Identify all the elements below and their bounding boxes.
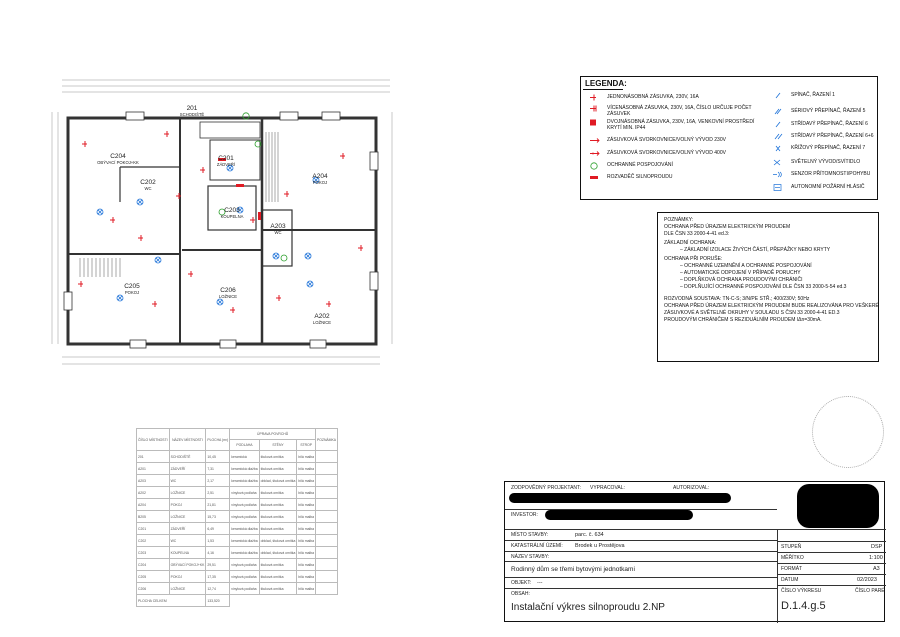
notes-line: – ZÁKLADNÍ IZOLACE ŽIVÝCH ČÁSTÍ, PŘEPÁŽKY NEBO KRYTY xyxy=(680,247,831,253)
notes-line: – DOPLŇKOVÁ OCHRANA PROUDOVÝMI CHRÁNIČI xyxy=(680,277,803,283)
table-cell: OBÝVACÍ POKOJ+KK xyxy=(169,559,206,571)
legend-item: ZÁSUVKOVÁ SVORKOVNICE/VOLNÝ VÝVOD 400V xyxy=(587,150,757,157)
room-code: C202 xyxy=(140,179,156,186)
room-name: LOŽNICE xyxy=(312,320,332,325)
legend-item: SENZOR PŘÍTOMNOSTI/POHYBU xyxy=(771,171,875,178)
room-code: C203 xyxy=(224,207,240,214)
notes-line: ZÁKLADNÍ OCHRANA: xyxy=(664,240,717,246)
table-row xyxy=(137,583,338,595)
content-value: Instalační výkres silnoproudu 2.NP xyxy=(511,602,665,613)
notes-line: – OCHRANNÉ UZEMNĚNÍ A OCHRANNÉ POSPOJOVÁNÍ xyxy=(680,263,812,269)
redacted-logo xyxy=(797,484,879,528)
table-cell: vinylová podlaha xyxy=(230,571,259,583)
table-cell: ZÁDVEŘÍ xyxy=(169,463,206,475)
table-row xyxy=(137,511,338,523)
switch-7-icon xyxy=(771,145,791,152)
table-cell: vinylová podlaha xyxy=(230,499,259,511)
table-row xyxy=(137,535,338,547)
table-cell xyxy=(316,451,338,463)
room-code: C204 xyxy=(110,153,126,160)
table-cell: C206 xyxy=(137,583,170,595)
table-row xyxy=(137,487,338,499)
room-name: POKOJ xyxy=(124,290,140,295)
table-cell: C203 xyxy=(137,547,170,559)
table-row xyxy=(137,475,338,487)
stage-label: STUPEŇ xyxy=(781,544,802,550)
table-cell: 201 xyxy=(137,451,170,463)
legend-item: AUTONOMNÍ POŽÁRNÍ HLÁSIČ xyxy=(771,184,875,191)
switch-5-icon xyxy=(771,108,791,115)
col-header: NÁZEV MÍSTNOSTI xyxy=(169,429,206,451)
table-cell xyxy=(316,571,338,583)
notes-line: OCHRANA PŘI PORUŠE: xyxy=(664,256,723,262)
redacted-investor xyxy=(545,510,693,520)
room-name: SCHODIŠTĚ xyxy=(179,112,205,117)
room-code: A202 xyxy=(314,313,330,320)
table-cell: vinylová podlaha xyxy=(230,511,259,523)
notes-line: – AUTOMATICKÉ ODPOJENÍ V PŘÍPADĚ PORUCHY xyxy=(680,270,801,276)
table-cell: ZÁDVEŘÍ xyxy=(169,523,206,535)
table-cell: 2,17 xyxy=(206,475,230,487)
total-label: PLOCHA CELKEM xyxy=(137,595,206,607)
table-cell: WC xyxy=(169,535,206,547)
bonding-points xyxy=(216,113,287,261)
switch-6-icon xyxy=(771,121,791,128)
table-row xyxy=(137,523,338,535)
drawn-by-label: VYPRACOVAL: xyxy=(590,485,625,491)
legend-item: SPÍNAČ, ŘAZENÍ 1 xyxy=(771,92,875,99)
legend-item: JEDNONÁSOBNÁ ZÁSUVKA, 230V, 16A xyxy=(587,94,757,101)
responsible-designer-label: ZODPOVĚDNÝ PROJEKTANT: xyxy=(511,485,581,491)
table-cell: obklad, štuková omítka xyxy=(259,547,297,559)
table-total-row xyxy=(137,595,338,607)
table-cell: 4,16 xyxy=(206,547,230,559)
location-label: MÍSTO STAVBY: xyxy=(511,532,549,538)
content-label: OBSAH: xyxy=(511,591,530,597)
table-cell: bílá malba xyxy=(297,571,316,583)
location-value: parc. č. 634 xyxy=(575,532,604,538)
room-code: A203 xyxy=(270,223,286,230)
table-cell xyxy=(316,475,338,487)
table-cell: bílá malba xyxy=(297,535,316,547)
legend-item: STŘÍDAVÝ PŘEPÍNAČ, ŘAZENÍ 6+6 xyxy=(771,133,875,140)
table-cell: štuková omítka xyxy=(259,487,297,499)
table-cell xyxy=(316,559,338,571)
room-code: C205 xyxy=(124,283,140,290)
table-cell: SCHODIŠTĚ xyxy=(169,451,206,463)
table-cell xyxy=(316,463,338,475)
table-cell: bílá malba xyxy=(297,487,316,499)
dimension-lines xyxy=(52,80,392,364)
table-cell: A204 xyxy=(137,499,170,511)
legend-item: STŘÍDAVÝ PŘEPÍNAČ, ŘAZENÍ 6 xyxy=(771,121,875,128)
table-cell: štuková omítka xyxy=(259,463,297,475)
scale-label: MĚŘÍTKO xyxy=(781,555,804,561)
table-cell: A203 xyxy=(137,475,170,487)
notes-line: PROUDOVÝM CHRÁNIČEM S REZIDUÁLNÍM PROUDEM IΔn=30mA. xyxy=(664,317,822,323)
table-cell: obklad, štuková omítka xyxy=(259,475,297,487)
col-header: ÚPRAVA POVRCHŮ xyxy=(230,429,316,440)
legend-item: KŘÍŽOVÝ PŘEPÍNAČ, ŘAZENÍ 7 xyxy=(771,145,875,152)
table-cell: 21,81 xyxy=(206,499,230,511)
notes-line: DLE ČSN 33 2000-4-41 ed.3: xyxy=(664,231,730,237)
room-code: C201 xyxy=(218,155,234,162)
table-row xyxy=(137,547,338,559)
table-cell: WC xyxy=(169,475,206,487)
table-cell: štuková omítka xyxy=(259,499,297,511)
table-cell: C202 xyxy=(137,535,170,547)
table-row xyxy=(137,559,338,571)
table-cell: 10,45 xyxy=(206,451,230,463)
table-cell: bílá malba xyxy=(297,559,316,571)
redacted-names xyxy=(509,493,731,503)
table-cell: štuková omítka xyxy=(259,451,297,463)
notes-heading: POZNÁMKY: xyxy=(664,217,694,223)
table-cell: obklad, štuková omítka xyxy=(259,535,297,547)
notes-line: OCHRANA PŘED ÚRAZEM ELEKTRICKÝM PROUDEM xyxy=(664,224,791,230)
table-cell xyxy=(316,499,338,511)
legend-item: VÍCENÁSOBNÁ ZÁSUVKA, 230V, 16A, ČÍSLO URČUJE POČET ZÁSUVEK xyxy=(587,105,757,117)
total-value: 133,520 xyxy=(206,595,230,607)
table-row xyxy=(137,463,338,475)
fire-detector-icon xyxy=(771,184,791,191)
legend-item: DVOJNÁSOBNÁ ZÁSUVKA, 230V, 16A, VENKOVNÍ PROSTŘEDÍ KRYTÍ MIN. IP44 xyxy=(587,119,757,131)
legend-title: LEGENDA: xyxy=(585,79,627,88)
switch-6-6-icon xyxy=(771,133,791,140)
table-cell: vinylová podlaha xyxy=(230,559,259,571)
drawing-no-label: ČÍSLO VÝKRESU xyxy=(781,588,822,594)
date-label: DATUM xyxy=(781,577,799,583)
table-cell: A201 xyxy=(137,463,170,475)
legend-item: OCHRANNÉ POSPOJOVÁNÍ xyxy=(587,162,757,169)
object-label: OBJEKT: xyxy=(511,580,532,586)
table-cell: 6,49 xyxy=(206,523,230,535)
table-cell xyxy=(316,547,338,559)
table-cell: štuková omítka xyxy=(259,511,297,523)
table-cell: B205 xyxy=(137,511,170,523)
room-name: POKOJ xyxy=(312,180,328,185)
table-cell: POKOJ xyxy=(169,499,206,511)
table-cell: bílá malba xyxy=(297,547,316,559)
table-cell: 12,74 xyxy=(206,583,230,595)
col-header: POZNÁMKA xyxy=(316,429,338,451)
table-cell: KOUPELNA xyxy=(169,547,206,559)
table-cell: bílá malba xyxy=(297,511,316,523)
notes-line: – DOPLŇUJÍCÍ OCHRANNÉ POSPOJOVÁNÍ DLE ČSN 33 2000-5-54 ed.3 xyxy=(680,284,847,290)
table-cell: A202 xyxy=(137,487,170,499)
walls xyxy=(68,118,376,344)
col-header: STROP xyxy=(297,440,316,451)
col-header: PLOCHA (m²) xyxy=(206,429,230,451)
table-cell: 2,51 xyxy=(206,487,230,499)
col-header: ČÍSLO MÍSTNOSTI xyxy=(137,429,170,451)
table-cell: C201 xyxy=(137,523,170,535)
room-name: LOŽNICE xyxy=(218,294,238,299)
building-label: NÁZEV STAVBY: xyxy=(511,554,550,560)
table-row xyxy=(137,451,338,463)
object-value: --- xyxy=(537,580,543,586)
authorized-label: AUTORIZOVAL: xyxy=(673,485,710,491)
terminal-230v-icon xyxy=(587,137,607,144)
room-name: ZÁDVEŘÍ xyxy=(216,162,236,167)
legend-item: SVĚTELNÝ VÝVOD/SVÍTIDLO xyxy=(771,159,875,166)
table-row xyxy=(137,499,338,511)
notes-line: ROZVODNÁ SOUSTAVA: TN-C-S; 3/N/PE STŘ.; 400/230V; 50Hz xyxy=(664,296,810,302)
table-cell: keramická dlažba xyxy=(230,547,259,559)
table-cell: LOŽNICE xyxy=(169,583,206,595)
notes-box xyxy=(657,212,879,362)
table-cell: keramická dlažba xyxy=(230,475,259,487)
table-cell xyxy=(316,523,338,535)
stamp-placeholder xyxy=(812,396,884,468)
room-name: WC xyxy=(274,230,282,235)
room-name: KOUPELNA xyxy=(220,214,244,219)
table-cell: bílá malba xyxy=(297,451,316,463)
floor-plan xyxy=(40,72,400,372)
table-cell: 17,35 xyxy=(206,571,230,583)
motion-sensor-icon xyxy=(771,171,791,178)
table-cell: POKOJ xyxy=(169,571,206,583)
light-outlet-icon xyxy=(771,159,791,166)
table-cell: C205 xyxy=(137,571,170,583)
table-cell xyxy=(316,511,338,523)
socket-outdoor-icon xyxy=(587,119,607,126)
terminal-400v-icon xyxy=(587,150,607,157)
table-cell: keramická dlažba xyxy=(230,463,259,475)
table-cell: 15,73 xyxy=(206,511,230,523)
col-header: STĚNY xyxy=(259,440,297,451)
legend xyxy=(580,76,878,200)
notes-line: ZÁSUVKOVÉ A SVĚTELNÉ OKRUHY V SOULADU S ČSN 33 2000-4-41 ED.3 xyxy=(664,310,840,316)
room-name: OBÝVACÍ POKOJ+KK xyxy=(97,160,139,165)
table-cell: štuková omítka xyxy=(259,571,297,583)
table-cell: štuková omítka xyxy=(259,559,297,571)
room-code: 201 xyxy=(186,105,198,112)
table-cell: LOŽNICE xyxy=(169,511,206,523)
table-cell: keramická dlažba xyxy=(230,535,259,547)
copy-no-label: ČÍSLO PARÉ xyxy=(855,588,885,594)
table-cell: štuková omítka xyxy=(259,583,297,595)
format-value: A3 xyxy=(873,566,880,572)
format-label: FORMÁT xyxy=(781,566,803,572)
table-cell xyxy=(316,535,338,547)
table-cell: bílá malba xyxy=(297,475,316,487)
investor-label: INVESTOR: xyxy=(511,512,538,518)
title-block xyxy=(504,481,885,622)
table-cell: keramická xyxy=(230,451,259,463)
table-cell: bílá malba xyxy=(297,523,316,535)
stage-value: DSP xyxy=(871,544,883,550)
room-name: WC xyxy=(144,186,152,191)
room-code: C206 xyxy=(220,287,236,294)
legend-item: SÉRIOVÝ PŘEPÍNAČ, ŘAZENÍ 5 xyxy=(771,108,875,115)
table-cell: C204 xyxy=(137,559,170,571)
cadastre-value: Brodek u Prostějova xyxy=(575,543,625,549)
legend-item: ROZVADĚČ SILNOPROUDU xyxy=(587,174,757,181)
cadastre-label: KATASTRÁLNÍ ÚZEMÍ: xyxy=(511,543,563,549)
room-code: A204 xyxy=(312,173,328,180)
table-cell xyxy=(316,487,338,499)
table-cell: vinylová podlaha xyxy=(230,487,259,499)
socket-multiple-icon xyxy=(587,105,607,112)
date-value: 02/2023 xyxy=(857,577,877,583)
table-cell: 7,31 xyxy=(206,463,230,475)
notes-line: OCHRANA PŘED ÚRAZEM ELEKTRICKÝM PROUDEM BUDE REALIZOVÁNA PRO VEŠKERÉ xyxy=(664,303,879,309)
table-cell: 1,53 xyxy=(206,535,230,547)
col-header: PODLAHA xyxy=(230,440,259,451)
switch-1-icon xyxy=(771,92,791,99)
switchboard-icon xyxy=(587,174,607,181)
table-cell: vinylová podlaha xyxy=(230,583,259,595)
table-row xyxy=(137,571,338,583)
table-cell: 29,51 xyxy=(206,559,230,571)
building-value: Rodinný dům se třemi bytovými jednotkami xyxy=(511,566,635,573)
table-cell xyxy=(316,583,338,595)
legend-item: ZÁSUVKOVÁ SVORKOVNICE/VOLNÝ VÝVOD 230V xyxy=(587,137,757,144)
rooms-table xyxy=(136,428,338,607)
table-cell: bílá malba xyxy=(297,583,316,595)
bonding-icon xyxy=(587,162,607,169)
table-cell: bílá malba xyxy=(297,463,316,475)
table-cell: štuková omítka xyxy=(259,523,297,535)
table-cell: keramická dlažba xyxy=(230,523,259,535)
table-cell: LOŽNICE xyxy=(169,487,206,499)
table-cell: bílá malba xyxy=(297,499,316,511)
drawing-no-value: D.1.4.g.5 xyxy=(781,600,826,612)
scale-value: 1:100 xyxy=(869,555,883,561)
socket-single-icon xyxy=(587,94,607,101)
